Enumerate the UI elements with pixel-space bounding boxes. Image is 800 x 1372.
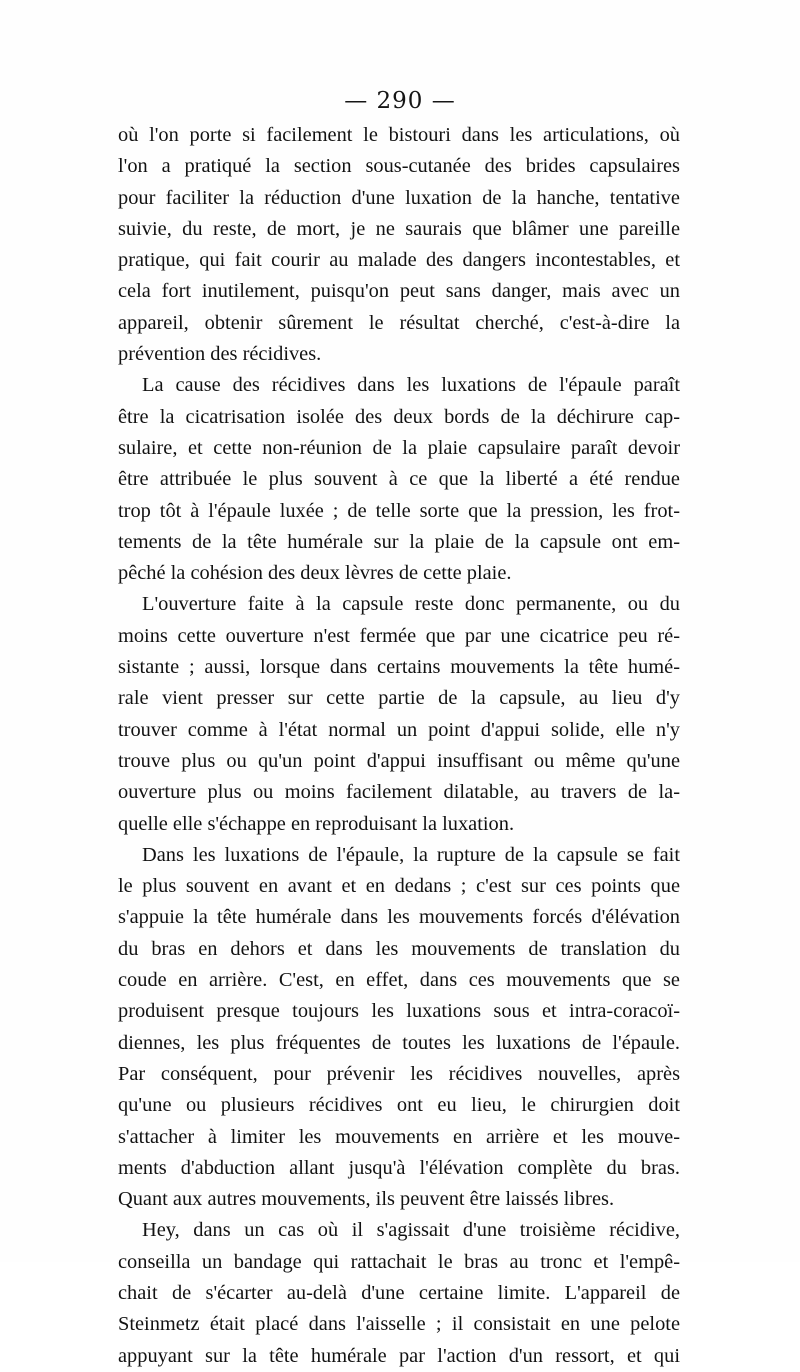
text-line: trop tôt à l'épaule luxée ; de telle sorte que la pression, les frot-: [118, 499, 680, 522]
text-line: La cause des récidives dans les luxations de l'épaule paraît: [142, 374, 680, 397]
text-line: coude en arrière. C'est, en effet, dans ces mouvements que se: [118, 969, 680, 992]
text-line: Quant aux autres mouvements, ils peuvent être laissés libres.: [118, 1188, 615, 1211]
body-text: [118, 120, 680, 1372]
text-line: s'attacher à limiter les mouvements en arrière et les mouve-: [118, 1125, 680, 1148]
paragraph-4: [118, 840, 680, 1216]
text-line: produisent presque toujours les luxations sous et intra-coracoï-: [118, 1000, 680, 1023]
text-line: rale vient presser sur cette partie de la capsule, au lieu d'y: [118, 687, 680, 710]
text-line: diennes, les plus fréquentes de toutes les luxations de l'épaule.: [118, 1031, 680, 1054]
text-line: suivie, du reste, de mort, je ne saurais que blâmer une pareille: [118, 217, 680, 240]
text-line: tements de la tête humérale sur la plaie de la capsule ont em-: [118, 530, 680, 553]
text-line: Steinmetz était placé dans l'aisselle ; il consistait en une pelote: [118, 1313, 680, 1336]
text-line: du bras en dehors et dans les mouvements de translation du: [118, 937, 680, 960]
text-line: pêché la cohésion des deux lèvres de cette plaie.: [118, 562, 512, 585]
text-line: ments d'abduction allant jusqu'à l'élévation complète du bras.: [118, 1156, 680, 1179]
text-line: trouver comme à l'état normal un point d'appui solide, elle n'y: [118, 718, 680, 741]
text-line: l'on a pratiqué la section sous-cutanée des brides capsulaires: [118, 155, 680, 178]
text-line: trouve plus ou qu'un point d'appui insuffisant ou même qu'une: [118, 749, 680, 772]
text-line: être la cicatrisation isolée des deux bords de la déchirure cap-: [118, 405, 680, 428]
paragraph-3: [118, 589, 680, 839]
text-line: qu'une ou plusieurs récidives ont eu lieu, le chirurgien doit: [118, 1094, 680, 1117]
text-line: L'ouverture faite à la capsule reste donc permanente, ou du: [142, 593, 680, 616]
text-line: pratique, qui fait courir au malade des dangers incontestables, et: [118, 249, 680, 272]
paragraph-1: [118, 120, 680, 370]
text-line: Par conséquent, pour prévenir les récidives nouvelles, après: [118, 1062, 680, 1085]
text-line: Dans les luxations de l'épaule, la rupture de la capsule se fait: [142, 843, 680, 866]
text-line: appuyant sur la tête humérale par l'action d'un ressort, et qui: [118, 1344, 680, 1367]
text-line: chait de s'écarter au-delà d'une certaine limite. L'appareil de: [118, 1281, 680, 1304]
text-line: pour faciliter la réduction d'une luxation de la hanche, tentative: [118, 186, 680, 209]
text-line: prévention des récidives.: [118, 343, 322, 366]
text-line: Hey, dans un cas où il s'agissait d'une troisième récidive,: [142, 1219, 680, 1242]
text-line: sistante ; aussi, lorsque dans certains mouvements la tête humé-: [118, 656, 680, 679]
text-line: ouverture plus ou moins facilement dilatable, au travers de la-: [118, 781, 680, 804]
text-line: le plus souvent en avant et en dedans ; c'est sur ces points que: [118, 875, 680, 898]
text-line: s'appuie la tête humérale dans les mouvements forcés d'élévation: [118, 906, 680, 929]
paragraph-5: [118, 1215, 680, 1371]
text-line: où l'on porte si facilement le bistouri dans les articulations, où: [118, 124, 680, 146]
text-line: appareil, obtenir sûrement le résultat cherché, c'est-à-dire la: [118, 311, 680, 334]
page-number: — 290 —: [344, 88, 456, 114]
text-line: cela fort inutilement, puisqu'on peut sans danger, mais avec un: [118, 280, 680, 303]
text-line: conseilla un bandage qui rattachait le bras au tronc et l'empê-: [118, 1250, 680, 1273]
paragraph-2: [118, 370, 680, 589]
text-line: moins cette ouverture n'est fermée que par une cicatrice peu ré-: [118, 624, 680, 647]
text-line: être attribuée le plus souvent à ce que la liberté a été rendue: [118, 468, 680, 491]
text-line: quelle elle s'échappe en reproduisant la luxation.: [118, 812, 515, 835]
text-line: sulaire, et cette non-réunion de la plaie capsulaire paraît devoir: [118, 436, 680, 459]
